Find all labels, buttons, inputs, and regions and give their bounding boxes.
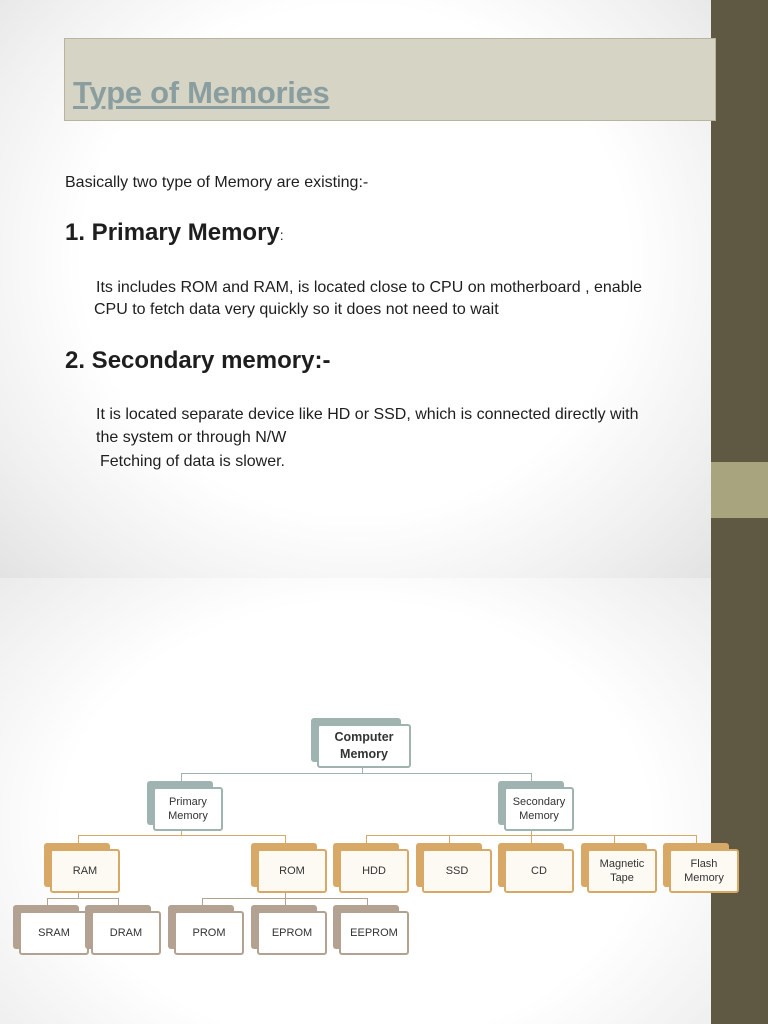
node-cd-label: CD [504, 849, 574, 893]
primary-description-line-1: Its includes ROM and RAM, is located close to CPU on motherboard , enable [96, 279, 643, 296]
node-dram-label: DRAM [91, 911, 161, 955]
node-ssd-label: SSD [422, 849, 492, 893]
node-flash-memory [663, 843, 739, 893]
node-eprom [251, 905, 327, 955]
secondary-description-line-2: the system or through N/W [96, 429, 287, 446]
node-ssd [416, 843, 492, 893]
node-ram [44, 843, 120, 893]
node-prom-label: PROM [174, 911, 244, 955]
secondary-description-line-3: Fetching of data is slower. [100, 453, 285, 470]
node-computer-memory [311, 718, 411, 768]
node-eeprom [333, 905, 409, 955]
page-title: Type of Memories [73, 75, 330, 110]
intro-text: Basically two type of Memory are existing:- [65, 174, 369, 191]
connector-primary-bar [78, 835, 286, 836]
primary-description-line-2: CPU to fetch data very quickly so it does not need to wait [94, 301, 499, 318]
secondary-description-line-1: It is located separate device like HD or SSD, which is connected directly with [96, 406, 639, 423]
node-primary-memory [147, 781, 223, 831]
node-eprom-label: EPROM [257, 911, 327, 955]
primary-memory-heading [65, 219, 284, 247]
node-prom [168, 905, 244, 955]
sidebar-accent [711, 462, 768, 518]
node-rom [251, 843, 327, 893]
secondary-memory-heading: 2. Secondary memory:- [65, 347, 331, 374]
node-magnetic-tape-label: Magnetic Tape [587, 849, 657, 893]
title-banner [64, 38, 716, 121]
node-cd [498, 843, 574, 893]
node-hdd [333, 843, 409, 893]
connector-level1-bar [181, 773, 532, 774]
primary-heading-text: 1. Primary Memory [65, 219, 280, 246]
node-sram [13, 905, 89, 955]
connector-ram-bar [47, 898, 119, 899]
primary-heading-suffix: : [279, 227, 284, 243]
node-magnetic-tape [581, 843, 657, 893]
node-sram-label: SRAM [19, 911, 89, 955]
node-computer-memory-label: Computer Memory [317, 724, 411, 768]
node-flash-memory-label: Flash Memory [669, 849, 739, 893]
node-rom-label: ROM [257, 849, 327, 893]
node-ram-label: RAM [50, 849, 120, 893]
node-secondary-memory [498, 781, 574, 831]
node-primary-memory-label: Primary Memory [153, 787, 223, 831]
node-secondary-memory-label: Secondary Memory [504, 787, 574, 831]
node-eeprom-label: EEPROM [339, 911, 409, 955]
node-hdd-label: HDD [339, 849, 409, 893]
node-dram [85, 905, 161, 955]
lower-slide-background [0, 578, 711, 1024]
